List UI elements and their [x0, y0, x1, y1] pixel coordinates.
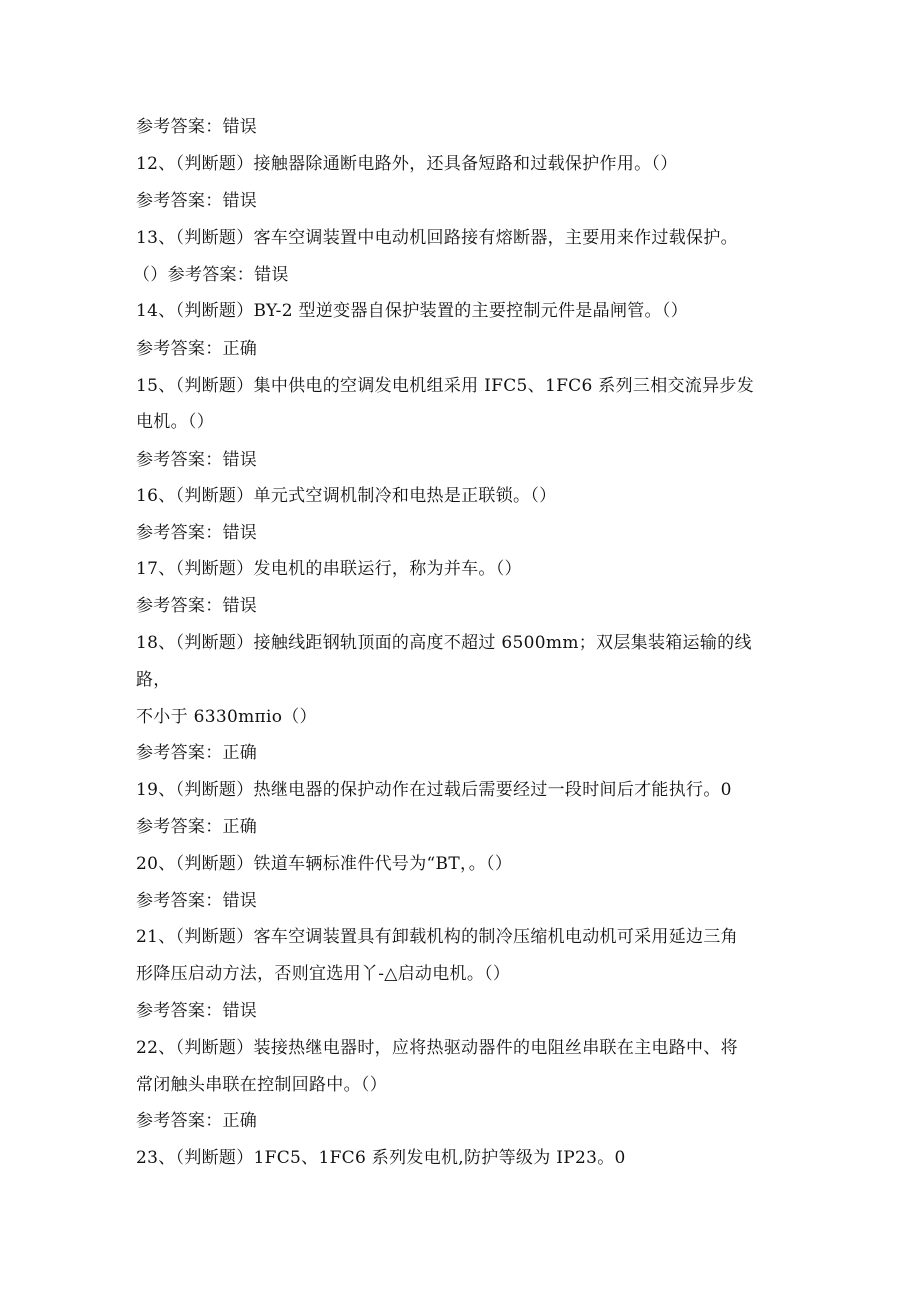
question-22: 22、（判断题）装接热继电器时，应将热驱动器件的电阻丝串联在主电路中、将 — [136, 1038, 738, 1058]
answer-line: 参考答案：正确 — [136, 1111, 258, 1131]
question-20: 20、（判断题）铁道车辆标准件代号为“BT，。（） — [136, 854, 513, 874]
question-13-continued: （）参考答案：错误 — [133, 265, 289, 285]
answer-line: 参考答案：正确 — [136, 743, 258, 763]
answer-line: 参考答案：正确 — [136, 339, 258, 359]
question-23: 23、（判断题）1FC5、1FC6 系列发电机,防护等级为 IP23。0 — [136, 1148, 626, 1168]
question-15-continued: 电机。（） — [136, 412, 214, 432]
answer-line: 参考答案：错误 — [136, 891, 258, 911]
question-19: 19、（判断题）热继电器的保护动作在过载后需要经过一段时间后才能执行。0 — [136, 780, 732, 800]
answer-line: 参考答案：错误 — [136, 1001, 258, 1021]
question-22-continued: 常闭触头串联在控制回路中。（） — [136, 1075, 387, 1095]
answer-line: 参考答案：错误 — [136, 523, 258, 543]
question-18-continued: 路， — [136, 670, 171, 690]
question-14: 14、（判断题）BY-2 型逆变器自保护装置的主要控制元件是晶闸管。（） — [136, 301, 688, 321]
question-12: 12、（判断题）接触器除通断电路外，还具备短路和过载保护作用。（） — [136, 154, 678, 174]
answer-line: 参考答案：错误 — [136, 596, 258, 616]
answer-line: 参考答案：错误 — [136, 117, 258, 137]
question-21-continued: 形降压启动方法，否则宜选用丫-△启动电机。（） — [136, 964, 511, 984]
question-15: 15、（判断题）集中供电的空调发电机组采用 IFC5、1FC6 系列三相交流异步发 — [136, 376, 755, 396]
question-17: 17、（判断题）发电机的串联运行，称为并车。（） — [136, 559, 522, 579]
answer-line: 参考答案：错误 — [136, 450, 258, 470]
question-21: 21、（判断题）客车空调装置具有卸载机构的制冷压缩机电动机可采用延边三角 — [136, 927, 738, 947]
question-13: 13、（判断题）客车空调装置中电动机回路接有熔断器，主要用来作过载保护。 — [136, 228, 738, 248]
answer-line: 参考答案：正确 — [136, 817, 258, 837]
question-16: 16、（判断题）单元式空调机制冷和电热是正联锁。（） — [136, 486, 557, 506]
answer-line: 参考答案：错误 — [136, 191, 258, 211]
question-18: 18、（判断题）接触线距钢轨顶面的高度不超过 6500mm；双层集装箱运输的线 — [136, 633, 752, 653]
question-18-continued: 不小于 6330mπio（） — [136, 707, 317, 727]
